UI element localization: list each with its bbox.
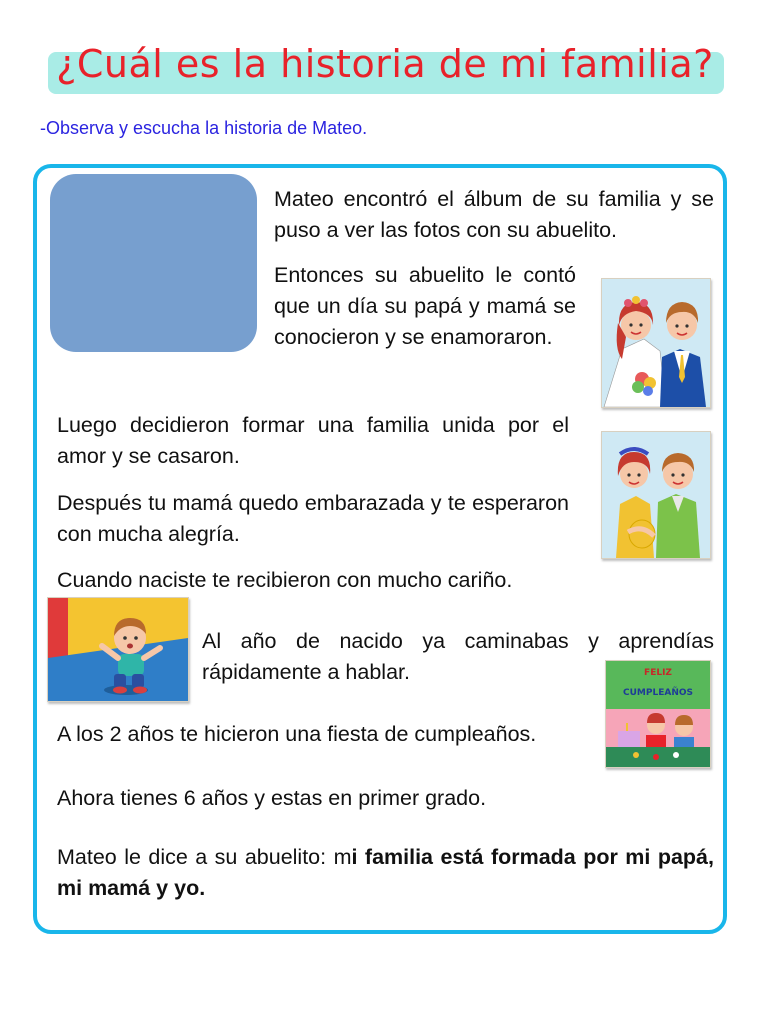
toddler-walking-picture [47,597,189,702]
story-paragraph-9 [57,842,714,904]
story-paragraph-5: Cuando naciste te recibieron con mucho cariño. [57,568,513,592]
story-paragraph-4: Después tu mamá quedo embarazada y te esperaron con mucha alegría. [57,491,569,546]
story-paragraph-8: Ahora tienes 6 años y estas en primer grado. [57,786,487,810]
expecting-parents-picture [601,431,711,559]
page-title: ¿Cuál es la historia de mi familia? [56,42,714,86]
story-paragraph-2: Entonces su abuelito le contó que un día su papá y mamá se conocieron y se enamoraron. [274,263,576,349]
story-paragraph-3: Luego decidieron formar una familia unida por el amor y se casaron. [57,413,569,468]
placeholder-image-box [50,174,257,352]
story-paragraph-9-bold: i familia está formada por mi papá, mi mamá y yo. [57,845,714,900]
story-paragraph-6: Al año de nacido ya caminabas y aprendías rápidamente a hablar. [202,629,714,684]
instruction-text: -Observa y escucha la historia de Mateo. [40,118,368,138]
banner-line-1: FELIZ [644,668,672,678]
story-paragraph-1: Mateo encontró el álbum de su familia y se puso a ver las fotos con su abuelito. [274,187,714,242]
banner-line-2: CUMPLEAÑOS [623,688,693,698]
story-paragraph-9-start: Mateo le dice a su abuelito: m [57,845,352,869]
story-paragraph-7: A los 2 años te hicieron una fiesta de cumpleaños. [57,722,537,746]
title-banner [40,40,730,102]
wedding-couple-picture [601,278,711,408]
birthday-party-picture [605,660,711,768]
